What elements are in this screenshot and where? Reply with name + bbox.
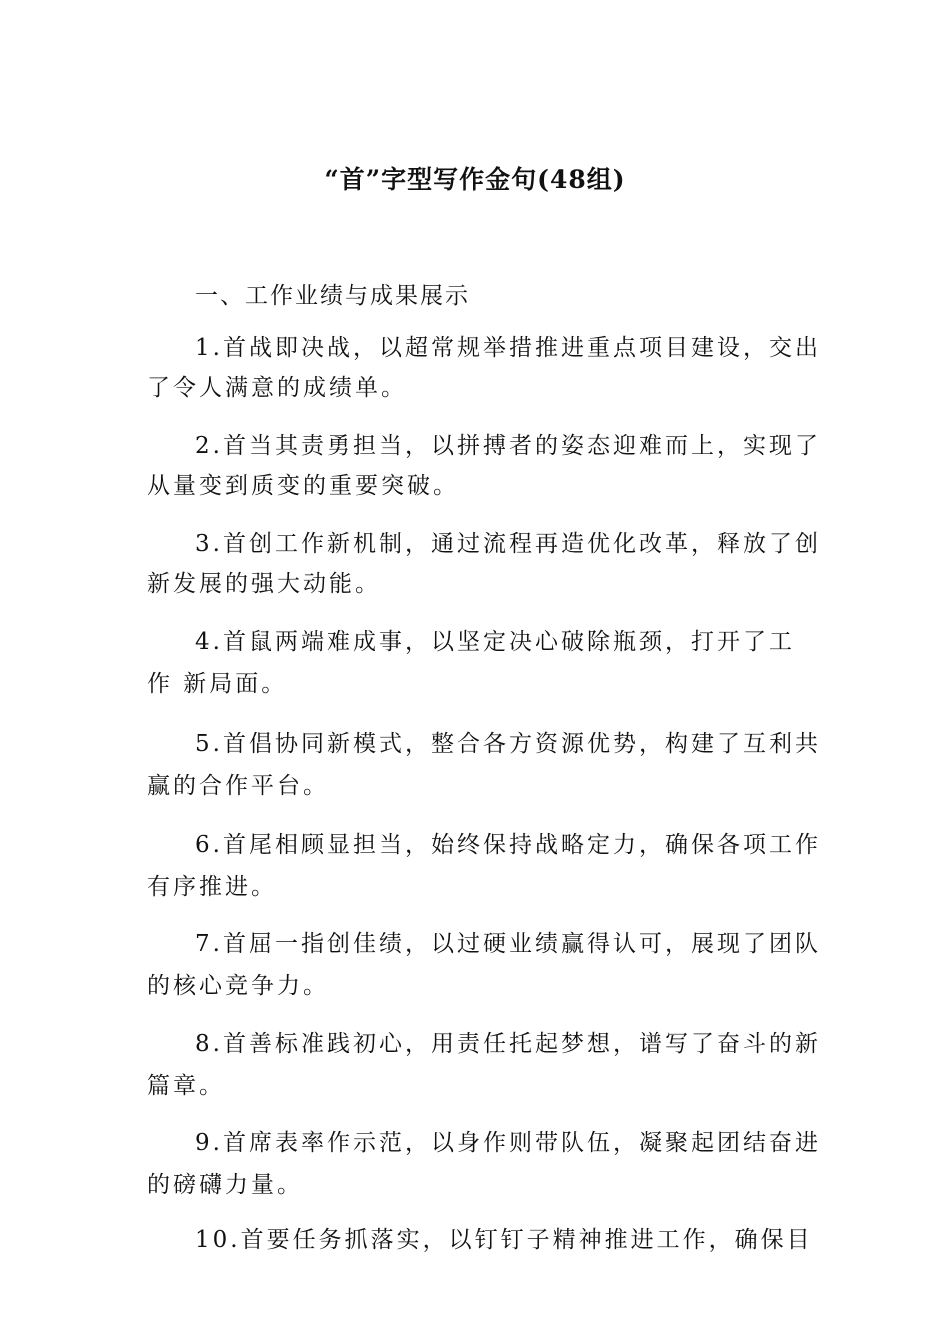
item-line: 的核心竞争力。 [147,973,329,999]
section-heading: 一、工作业绩与成果展示 [195,283,470,309]
item-line: 1.首战即决战，以超常规举措推进重点项目建设，交出 [195,335,821,361]
item-line: 3.首创工作新机制，通过流程再造优化改革，释放了创 [195,531,821,557]
item-line: 10.首要任务抓落实，以钉钉子精神推进工作，确保目 [195,1227,813,1253]
item-line: 5.首倡协同新模式，整合各方资源优势，构建了互利共 [195,731,821,757]
item-line: 2.首当其责勇担当，以拼搏者的姿态迎难而上，实现了 [195,433,821,459]
item-line: 4.首鼠两端难成事，以坚定决心破除瓶颈，打开了工 [195,629,795,655]
item-line: 7.首屈一指创佳绩，以过硬业绩赢得认可，展现了团队 [195,931,821,957]
item-line: 6.首尾相顾显担当，始终保持战略定力，确保各项工作 [195,832,821,858]
document-title: “首”字型写作金句(48组) [324,165,626,194]
item-line: 8.首善标准践初心，用责任托起梦想，谱写了奋斗的新 [195,1031,821,1057]
item-line: 赢的合作平台。 [147,773,329,799]
item-line: 从量变到质变的重要突破。 [147,473,459,499]
item-line: 新发展的强大动能。 [147,571,381,597]
item-line: 有序推进。 [147,874,277,900]
item-line: 9.首席表率作示范，以身作则带队伍，凝聚起团结奋进 [195,1130,821,1156]
item-line: 篇章。 [147,1073,225,1099]
item-line: 了令人满意的成绩单。 [147,375,407,401]
item-line: 作 新局面。 [147,671,288,697]
item-line: 的磅礴力量。 [147,1172,303,1198]
